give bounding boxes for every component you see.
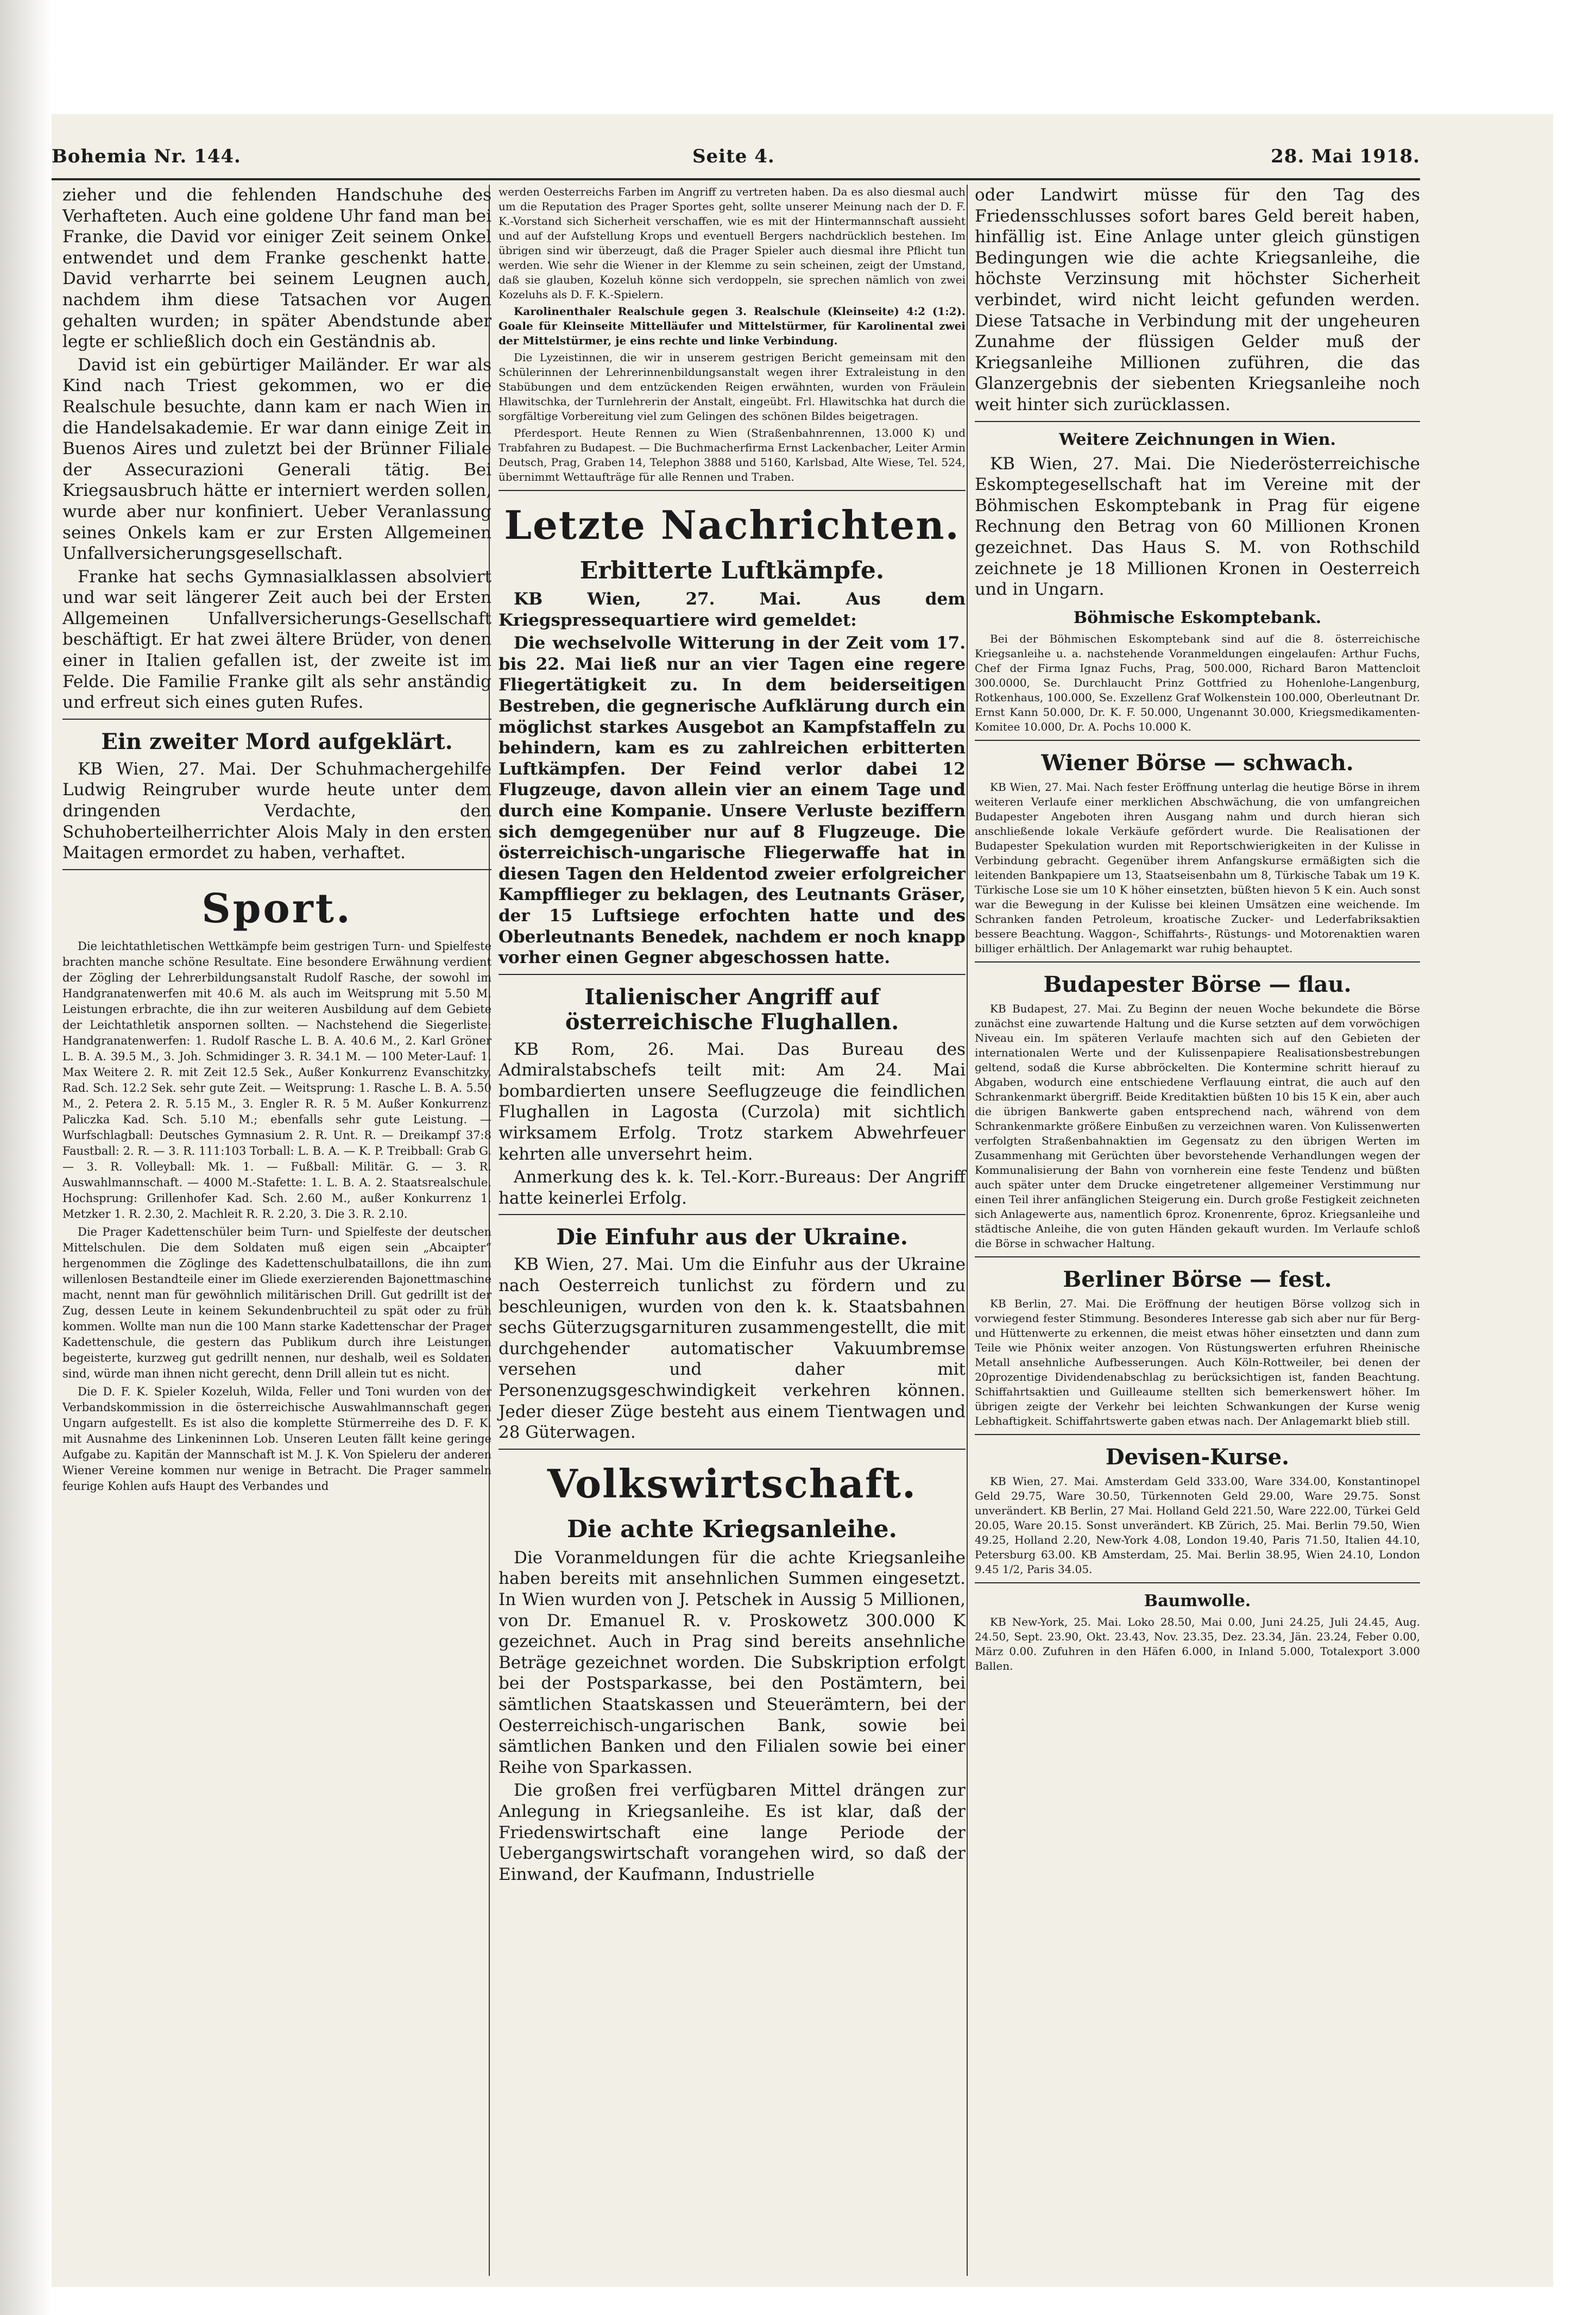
article-text: KB Wien, 27. Mai. Der Schuhmachergehilfe Ludwig Reingruber wurde heute unter dem dringenden Verdachte, den Schuhoberteilherrichter Alois Maly in den ersten Maitagen ermordet zu haben, verhaftet.: [62, 759, 491, 863]
divider: [975, 740, 1420, 741]
divider: [62, 869, 491, 870]
column-rule-2: [967, 185, 968, 2276]
column-3: [975, 185, 1420, 1676]
article-text: KB New-York, 25. Mai. Loko 28.50, Mai 0.00, Juni 24.25, Juli 24.45, Aug. 24.50, Sept. 23.90, Okt. 23.43, Nov. 23.35, Dez. 23.34, Jän. 23.24, Feber 0.00, März 0.00. Zufuhren in den Häfen 6.000, in Inland 5.000, Totalexport 3.000 Ballen.: [975, 1615, 1420, 1672]
article-text: Die Voranmeldungen für die achte Kriegsanleihe haben bereits mit ansehnlichen Summen eingesetzt. In Wien wurden von J. Petschek in Aussig 5 Millionen, von Dr. Emanuel R. v. Proskowetz 300.000 K gezeichnet. Auch in Prag sind bereits ansehnliche Beträge gezeichnet worden. Die Subskription erfolgt bei der Postsparkasse, bei den Postämtern, bei sämtlichen Staatskassen und Steuerämtern, bei der Oesterreichisch-ungarischen Bank, sowie bei sämtlichen Banken und den Filialen sowie bei einer Reihe von Sparkassen.: [499, 1547, 966, 1777]
header-issue: Bohemia Nr. 144.: [52, 146, 241, 167]
column-2: [499, 185, 966, 1887]
headline-luftkaempfe: Erbitterte Luftkämpfe.: [579, 557, 885, 584]
article-text: Bei der Böhmischen Eskomptebank sind auf die 8. österreichische Kriegsanleihe u. a. nachstehende Voranmeldungen eingelaufen: Arthur Fuchs, Chef der Firma Ignaz Fuchs, Prag, 500.000, Richard Baron Mattencloit 300.0000, Se. Durchlaucht Prinz Gottfried zu Hohenlohe-Langenburg, Rotkenhaus, 100.000, Se. Exzellenz Graf Wolkenstein 100.000, Oberleutnant Dr. Ernst Kann 50.000, Dr. K. F. 50.000, Ungenannt 30.000, Kriegsmedikamenten-Komitee 10.000, Dr. A. Pochs 10.000 K.: [975, 632, 1420, 733]
divider: [499, 974, 966, 975]
headline-baumwolle: Baumwolle.: [1144, 1591, 1251, 1611]
divider: [975, 961, 1420, 963]
divider: [975, 1582, 1420, 1583]
headline-budapester-boerse: Budapester Börse — flau.: [1043, 971, 1352, 997]
article-text: KB Wien, 27. Mai. Nach fester Eröffnung unterlag die heutige Börse in ihrem weiteren Verlaufe einer merklichen Abschwächung, die von umfangreichen Budapester Angeboten ihren Ausgang nahm und durch hieran sich anschließende lokale Verkäufe gefördert wurde. Die Realisationen der Budapester Spekulation wurden mit Reportschwierigkeiten in der Kulisse in Verbindung gebracht. Gegenüber ihrem Anfangskurse ermäßigten sich die leitenden Bankpapiere um 13, Staatseisenbahn um 8, Türkische Tabak um 19 K. Türkische Lose sie um 10 K höher einsetzten, büßten hievon 5 K ein. Auch sonst war die Bewegung in der Kulisse bei kleinen Umsätzen eine weichende. Im Schranken fanden Petroleum, kroatische Zucker- und Lederfabriksaktien bessere Beachtung. Waggon-, Schiffahrts-, Rüstungs- und Motorenaktien waren billiger erhältlich. Der Anlagemarkt war ruhig behauptet.: [975, 780, 1420, 955]
article-text: Die Prager Kadettenschüler beim Turn- und Spielfeste der deutschen Mittelschulen. Die dem Soldaten muß eigen sein „Abcaipter“ hergenommen die Zöglinge des Kadettenschulbataillons, die ihn zum willenlosen Bestandteile einer im Gliede exerzierenden Bajonettmaschine macht, nennt man für gewöhnlich militärischen Drill. Gut gedrillt ist der Zug, dessen Leute in keinem Sekundenbruchteil zu spät oder zu früh kommen. Wollte man nun die 100 Mann starke Kadettenschar der Prager Kadettenschule, die gestern das Publikum durch ihre Leistungen begeisterte, kurzweg gut gedrillt nennen, nur deshalb, weil es Soldaten sind, würde man ihnen nicht gerecht, denn Drill allein tut es nicht.: [62, 1225, 491, 1380]
headline-berliner-boerse: Berliner Börse — fest.: [1063, 1266, 1332, 1292]
article-text: oder Landwirt müsse für den Tag des Friedensschlusses sofort bares Geld bereit haben, hinfällig ist. Eine Anlage unter gleich günstigen Bedingungen wie die achte Kriegsanleihe, die höchste Verzinsung mit höchster Sicherheit verbindet, wird nicht leicht gefunden werden. Diese Tatsache in Verbindung mit der ungeheuren Zunahme der flüssigen Gelder muß der Kriegsanleihe Millionen zuführen, die das Glanzergebnis der siebenten Kriegsanleihe noch weit hinter sich zurücklassen.: [975, 185, 1420, 414]
article-text: KB Rom, 26. Mai. Das Bureau des Admiralstabschefs teilt mit: Am 24. Mai bombardierten unsere Seeflugzeuge die feindlichen Flughallen in Lagosta (Curzola) mit sichtlich wirksamem Erfolg. Trotz starkem Abwehrfeuer kehrten alle unversehrt heim.: [499, 1039, 966, 1164]
article-text: KB Budapest, 27. Mai. Zu Beginn der neuen Woche bekundete die Börse zunächst eine zuwartende Haltung und die Kurse setzten auf dem vorwöchigen Niveau ein. Im späteren Verlaufe machten sich auf den Gebieten der internationalen Werte und der Kulissenpapiere Realisationsbestrebungen geltend, sodaß die Kurse abbröckelten. Die Kontermine schritt hierauf zu Abgaben, wodurch eine entschiedene Verflauung eintrat, die auch auf den Schrankenmarkt übergriff. Beide Kreditaktien büßten 10 bis 15 K ein, aber auch die übrigen Bankwerte gaben entsprechend nach, während von dem Schrankenmarkte größere Einbußen zu verzeichnen waren. Von Kulissenwerten verfolgten Straßenbahnaktien im Gegensatz zu den übrigen Werten im Zusammenhang mit Gerüchten über bevorstehende Verhandlungen wegen der Kommunalisierung der Bahn von vornherein eine feste Tendenz und büßten auch später unter dem Drucke eingetretener allgemeiner Verstimmung nur einen Teil ihrer anfänglichen Steigerung ein. Durch große Festigkeit zeichneten sich Anlagewerte aus, namentlich 6proz. Kronenrente, 6proz. Kriegsanleihe und städtische Anleihe, die von guten Händen gekauft wurden. Im Verlaufe schloß die Börse in schwacher Haltung.: [975, 1002, 1420, 1250]
article-text: Anmerkung des k. k. Tel.-Korr.-Bureaus: Der Angriff hatte keinerlei Erfolg.: [499, 1167, 966, 1208]
column-1: [62, 185, 491, 1496]
divider: [499, 490, 966, 491]
divider: [499, 1214, 966, 1215]
header-rule: [52, 178, 1420, 180]
article-text: KB Wien, 27. Mai. Aus dem Kriegspressequartiere wird gemeldet:: [499, 589, 966, 630]
article-text: Pferdesport. Heute Rennen zu Wien (Straßenbahnrennen, 13.000 K) und Trabfahren zu Budapest. — Die Buchmacherfirma Ernst Lackenbacher, Leiter Armin Deutsch, Prag, Graben 14, Telephon 3888 und 5160, Karlsbad, Alte Wiese, Tel. 524, übernimmt Wettaufträge für alle Rennen und Traben.: [499, 426, 966, 483]
divider: [62, 719, 491, 720]
article-text: werden Oesterreichs Farben im Angriff zu vertreten haben. Da es also diesmal auch um die Reputation des Prager Sportes geht, sollte unserer Meinung nach der D. F. K.-Vorstand sich Sicherheit verschaffen, wie es mit der Hintermannschaft aussieht und auf der Aufstellung Krops und eventuell Bergers nachdrücklich bestehen. Im übrigen sind wir überzeugt, daß die Prager Spieler auch diesmal ihre Pflicht tun werden. Wie sehr die Wiener in der Klemme zu sein scheinen, zeigt der Umstand, daß sie glauben, Kozeluh könne sich verdoppeln, sie sprechen nämlich von zwei Kozeluhs als D. F. K.-Spielern.: [499, 185, 966, 301]
section-title-letzte-nachrichten: Letzte Nachrichten.: [504, 502, 960, 548]
page-header: [52, 146, 1420, 178]
section-title-sport: Sport.: [201, 885, 352, 932]
scan-edge: [0, 0, 52, 2315]
article-text: KB Wien, 27. Mai. Um die Einfuhr aus der Ukraine nach Oesterreich tunlichst zu fördern und zu beschleunigen, wurden von den k. k. Staatsbahnen sechs Güterzugsgarnituren zusammengestellt, die mit durchgehender automatischer Vakuumbremse versehen und daher mit Personenzugsgeschwindigkeit verkehren können. Jeder dieser Züge besteht aus einem Tientwagen und 28 Güterwagen.: [499, 1255, 966, 1443]
article-text: Die wechselvolle Witterung in der Zeit vom 17. bis 22. Mai ließ nur an vier Tagen eine regere Fliegertätigkeit zu. In dem beiderseitigen Bestreben, die gegnerische Aufklärung durch ein möglichst starkes Ausgebot an Kampfstaffeln zu behindern, kam es zu zahlreichen erbitterten Luftkämpfen. Der Feind verlor dabei 12 Flugzeuge, davon allein vier an einem Tage und durch eine Kompanie. Unsere Verluste beziffern sich demgegenüber nur auf 8 Flugzeuge. Die österreichisch-ungarische Fliegerwaffe hat in diesen Tagen den Heldentod zweier erfolgreicher Kampfflieger zu beklagen, des Leutnants Gräser, der 15 Luftsiege erfochten hatte und des Oberleutnants Benedek, nachdem er noch knapp vorher einen Gegner abgeschossen hatte.: [499, 633, 966, 968]
section-title-volkswirtschaft: Volkswirtschaft.: [547, 1460, 917, 1507]
divider: [975, 421, 1420, 422]
headline-boehmische-eskomptebank: Böhmische Eskomptebank.: [1073, 608, 1322, 627]
header-date: 28. Mai 1918.: [1271, 146, 1420, 167]
headline-kriegsanleihe: Die achte Kriegsanleihe.: [566, 1515, 897, 1543]
headline-devisen-kurse: Devisen-Kurse.: [1105, 1444, 1290, 1470]
article-text: Die D. F. K. Spieler Kozeluh, Wilda, Feller und Toni wurden von der Verbandskommission in die österreichische Auswahlmannschaft gegen Ungarn aufgestellt. Es ist also die komplette Stürmerreihe des D. F. K. mit Ausnahme des Linkeninnen Lob. Unseren Leuten fällt keine geringe Aufgabe zu. Kapitän der Mannschaft ist M. J. K. Von Spieleru der anderen Wiener Vereine kommen nur wenige in Betracht. Die Prager sammeln feurige Kohlen aufs Haupt des Verbandes und: [62, 1385, 491, 1493]
article-text: David ist ein gebürtiger Mailänder. Er war als Kind nach Triest gekommen, wo er die Realschule besuchte, dann kam er nach Wien in die Handelsakademie. Er war dann einige Zeit in Buenos Aires und zuletzt bei der Brünner Filiale der Assecurazioni Generali tätig. Bei Kriegsausbruch hätte er interniert werden sollen, wurde aber nur konfiniert. Ueber Veranlassung seines Onkels kam er zur Ersten Allgemeinen Unfallversicherungsgesellschaft.: [62, 355, 491, 564]
article-text: Die leichtathletischen Wettkämpfe beim gestrigen Turn- und Spielfeste brachten manche schöne Resultate. Eine besondere Erwähnung verdient der Zögling der Lehrerbildungsanstalt Rudolf Rasche, der sowohl im Handgranatenwerfen mit 40.6 M. als auch im Weitsprung mit 5.50 M. Leistungen erbrachte, die ihn zur weiteren Ausbildung auf dem Gebiete der Leichtathletik anspornen sollten. — Nachstehend die Siegerliste: Handgranatenwerfen: 1. Rudolf Rasche L. B. A. 40.6 M., 2. Karl Gröner L. B. A. 39.5 M., 3. Joh. Schmidinger 3. R. 34.1 M. — 100 Meter-Lauf: 1. Max Weitere 2. R. mit Zeit 12.5 Sek., Außer Konkurrenz Evanschitzky, Rad. Sch. 12.2 Sek. sehr gute Zeit. — Weitsprung: 1. Rasche L. B. A. 5.50 M., 2. Petera 2. R. 5.15 M., 3. Engler R. R. 5 M. Außer Konkurrenz: Paliczka Kad. Sch. 5.10 M.; ebenfalls sehr gute Leistung. — Wurfschlagball: Deutsches Gymnasium 2. R. Unt. R. — Dreikampf 37:8 Faustball: 2. R. — 3. R. 111:103 Torball: L. B. A. — K. P. Treibball: Grab G. — 3. R. Volleyball: Mk. 1. — Fußball: Militär. G. — 3. R. Auswahlmannschaft. — 4000 M.-Stafette: 1. L. B. A. 2. Staatsrealschule. Hochsprung: Grillenhofer Kad. Sch. 2.60 M., außer Konkurrenz 1. Metzker 1. R. 2.30, 2. Machleit R. R. 2.20, 3. Die 3. R. 2.10.: [62, 939, 491, 1221]
article-text: KB Wien, 27. Mai. Amsterdam Geld 333.00, Ware 334.00, Konstantinopel Geld 29.75, Ware 30.50, Türkennoten Geld 29.00, Ware 29.75. Sonst unverändert. KB Berlin, 27 Mai. Holland Geld 221.50, Ware 222.00, Türkei Geld 20.05, Ware 20.15. Sonst unverändert. KB Zürich, 25. Mai. Berlin 79.50, Wien 49.25, Holland 2.20, New-York 4.08, London 19.40, Paris 71.50, Italien 44.10, Petersburg 63.00. KB Amsterdam, 25. Mai. Berlin 38.95, Wien 24.10, London 9.45 1/2, Paris 34.05.: [975, 1474, 1420, 1576]
article-text: KB Wien, 27. Mai. Die Niederösterreichische Eskomptegesellschaft hat im Vereine mit der Böhmischen Eskomptebank in Prag für eigene Rechnung den Betrag von 60 Millionen Kronen gezeichnet. Das Haus S. M. von Rothschild zeichnete je 18 Millionen Kronen in Oesterreich und in Ungarn.: [975, 454, 1420, 600]
article-text: Die Lyzeistinnen, die wir in unserem gestrigen Bericht gemeinsam mit den Schülerinnen der Lehrerinnenbildungsanstalt wegen ihrer Extraleistung in den Stabübungen und dem entzückenden Reigen erwähnten, wurden von Fräulein Hlawitschka, der Turnlehrerin der Anstalt, eingeübt. Frl. Hlawitschka hat durch die sorgfältige Vorbereitung viel zum Gelingen des schönen Bildes beigetragen.: [499, 351, 966, 423]
article-text: Karolinenthaler Realschule gegen 3. Realschule (Kleinseite) 4:2 (1:2). Goale für Kleinseite Mittelläufer und Mittelstürmer, für Karolinental zwei der Mittelstürmer, je eins rechte und linke Verbindung.: [499, 305, 966, 347]
divider: [975, 1256, 1420, 1257]
article-text: zieher und die fehlenden Handschuhe des Verhafteten. Auch eine goldene Uhr fand man bei Franke, die David vor einiger Zeit seinem Onkel entwendet und dem Franke geschenkt hatte. David verharrte bei seinem Leugnen auch, nachdem ihm diese Tatsachen vor Augen gehalten wurden; in später Abendstunde aber legte er schließlich doch ein Geständnis ab.: [62, 185, 491, 352]
headline-italienischer-angriff: Italienischer Angriff auf österreichische Flughallen.: [565, 984, 899, 1035]
divider: [499, 1449, 966, 1450]
headline-wiener-boerse: Wiener Börse — schwach.: [1041, 750, 1354, 776]
header-page-number: Seite 4.: [692, 146, 775, 167]
article-text: Franke hat sechs Gymnasialklassen absolviert und war seit längerer Zeit auch bei der Ersten Allgemeinen Unfallversicherungs-Gesellschaft beschäftigt. Er hat zwei ältere Brüder, von denen einer in Italien gefallen ist, der zweite ist im Felde. Die Familie Franke gilt als sehr anständig und erfreut sich eines guten Rufes.: [62, 567, 491, 713]
article-text: Die großen frei verfügbaren Mittel drängen zur Anlegung in Kriegsanleihe. Es ist klar, daß der Friedenswirtschaft eine lange Periode der Uebergangswirtschaft vorangehen wird, so daß der Einwand, der Kaufmann, Industrielle: [499, 1781, 966, 1884]
headline-weitere-zeichnungen: Weitere Zeichnungen in Wien.: [1059, 430, 1336, 449]
headline-einfuhr-ukraine: Die Einfuhr aus der Ukraine.: [556, 1224, 908, 1250]
divider: [975, 1434, 1420, 1435]
article-text: KB Berlin, 27. Mai. Die Eröffnung der heutigen Börse vollzog sich in vorwiegend fester Stimmung. Besonderes Interesse gab sich aber nur für Berg- und Hüttenwerte zu erkennen, die meist etwas höher einsetzten und dann zum Teile wie Phönix weiter anzogen. Von Rüstungswerten erfuhren Rheinische Metall ansehnliche Aufbesserungen. Auch Köln-Rottweiler, bei denen der 20prozentige Dividendenabschlag zu berücksichtigen ist, fanden Beachtung. Schiffahrtsaktien und Guilleaume stellten sich bemerkenswert höher. Im übrigen zeigte der Verkehr bei leichten Schwankungen der Kurse wenig Lebhaftigkeit. Schiffahrtswerte gaben etwas nach. Der Anlagemarkt blieb still.: [975, 1297, 1420, 1427]
headline-mord: Ein zweiter Mord aufgeklärt.: [101, 728, 453, 754]
